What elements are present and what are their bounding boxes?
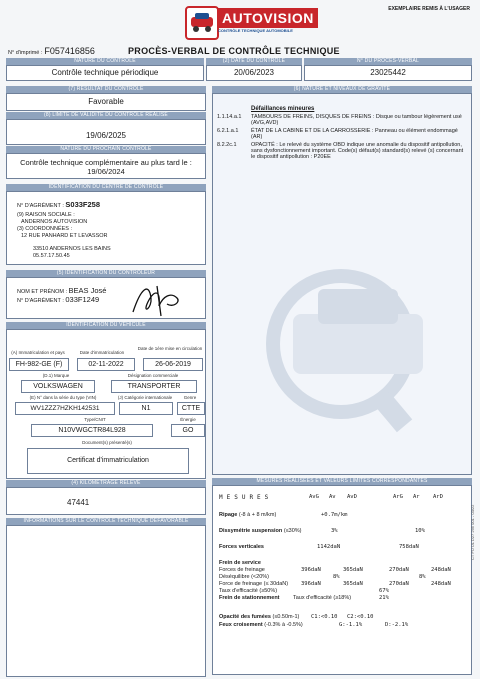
raison-value: ANDERNOS AUTOVISION: [21, 219, 88, 225]
fv-ar: 758daN: [399, 544, 419, 550]
fc-g: G:-1.1%: [339, 622, 363, 628]
side-reference: CT FU UL D27 295 001 - 03/22: [470, 504, 475, 560]
controller-body: [6, 277, 206, 319]
pv-header: N° DU PROCÈS-VERBAL: [304, 58, 472, 65]
signature-icon: [127, 278, 197, 318]
ff-label: Forces de freinage: [219, 567, 265, 573]
defect-code: 6.2.1.a.1: [217, 128, 239, 134]
nature-header: NATURE DU CONTRÔLE: [6, 58, 204, 65]
nature-block: [6, 58, 204, 81]
defect-list: [217, 114, 467, 160]
next-line-1: Contrôle technique complémentaire au plus tard le :: [20, 158, 192, 167]
next-block: [6, 146, 206, 179]
fst-value: 21%: [379, 595, 389, 601]
defect-code: 1.1.14.a.1: [217, 114, 242, 120]
measures-title: MESURES: [219, 494, 273, 501]
fc-label: Feux croisement: [219, 622, 263, 628]
center-body: [6, 191, 206, 265]
document-title: PROCÈS-VERBAL DE CONTRÔLE TECHNIQUE: [128, 46, 340, 56]
fr-avg: 396daN: [301, 581, 321, 587]
defects-block: [212, 86, 472, 475]
fc-d: D:-2.1%: [385, 622, 409, 628]
defect-text: ÉTAT DE LA CABINE ET DE LA CARROSSERIE : Panneau ou élément endommagé (AR): [251, 128, 458, 140]
date-immat-value: 02-11-2022: [77, 358, 135, 371]
measures-block: [212, 478, 472, 675]
vin-value: WV1ZZZ7HZKH142531: [15, 402, 115, 415]
model-value: TRANSPORTER: [111, 380, 197, 393]
defect-item: [217, 128, 467, 140]
defects-title: Défaillances mineures: [251, 106, 315, 112]
dissym-limit: (≤30%): [283, 528, 302, 534]
controller-header: (5) IDENTIFICATION DU CONTRÔLEUR: [6, 270, 206, 277]
des-av: 8%: [333, 574, 340, 580]
op-c1: C1:<0.10: [311, 614, 338, 620]
validity-header: (8) LIMITE DE VALIDITÉ DU CONTRÔLE RÉALISÉ: [6, 112, 206, 119]
col-avg: AvG: [309, 494, 319, 500]
km-block: [6, 480, 206, 515]
print-label: N° d'imprimé :: [8, 50, 43, 56]
op-label: Opacité des fumées: [219, 614, 271, 620]
des-ar: 8%: [419, 574, 426, 580]
ripage-value: +0.7m/km: [321, 512, 348, 518]
controller-agr-label: N° D'AGRÉMENT :: [17, 298, 64, 304]
label-energy: Énergie: [180, 417, 196, 422]
next-value: [6, 153, 206, 179]
defect-item: [217, 114, 467, 126]
defect-code: 8.2.2c.1: [217, 142, 237, 148]
center-agr: S033F258: [65, 200, 101, 209]
brand-name: AUTOVISION: [218, 8, 318, 28]
next-header: NATURE DU PROCHAIN CONTRÔLE: [6, 146, 206, 153]
col-ar: Ar: [413, 494, 420, 500]
col-ard: ArD: [433, 494, 443, 500]
vehicle-header: IDENTIFICATION DU VÉHICULE: [6, 322, 206, 329]
validity-value: 19/06/2025: [6, 119, 206, 145]
fs-title: Frein de service: [219, 560, 261, 566]
genre-value: CTTE: [177, 402, 205, 415]
center-block: [6, 184, 206, 265]
defect-text: TAMBOURS DE FREINS, DISQUES DE FREINS : Disque ou tambour légèrement usé (AVG,AVD): [251, 114, 462, 126]
ff-ard: 248daN: [431, 567, 451, 573]
label-category: (J) Catégorie internationale: [117, 395, 173, 400]
documents-value: Certificat d'immatriculation: [27, 448, 189, 474]
nature-value: Contrôle technique périodique: [6, 65, 204, 81]
dissym-label: Dissymétrie suspension: [219, 528, 283, 534]
result-header: (7) RÉSULTAT DU CONTRÔLE: [6, 86, 206, 93]
te-label: Taux d'efficacité (≥50%): [219, 588, 278, 594]
fr-arg: 270daN: [389, 581, 409, 587]
brand-value: VOLKSWAGEN: [21, 380, 95, 393]
defect-text: OPACITÉ : Le relevé du système OBD indique une anomalie du dispositif antipollution, sans dysfonctionnement important. Code(s) défaut(s) standard(s) relevé (s) concernant le dispositif antipollution : P20EE: [251, 142, 464, 160]
brand-logo: [185, 6, 325, 38]
fv-av: 1142daN: [317, 544, 341, 550]
fc-limit: (-0.3% à -0.5%): [264, 622, 303, 628]
ff-avg: 396daN: [301, 567, 321, 573]
measures-body: [212, 485, 472, 675]
info-block: [6, 518, 206, 677]
vehicle-body: [6, 329, 206, 479]
date-value: 20/06/2023: [206, 65, 302, 81]
address-line-2: 33510 ANDERNOS LES BAINS: [33, 246, 111, 252]
des-label: Déséquilibre (<20%): [219, 574, 269, 580]
km-header: (4) KILOMÉTRAGE RELEVÉ: [6, 480, 206, 487]
info-body: [6, 525, 206, 677]
op-limit: (≤0.50m-1): [272, 614, 300, 620]
result-block: [6, 86, 206, 111]
watermark-car-icon: [263, 244, 453, 434]
center-header: IDENTIFICATION DU CENTRE DE CONTRÔLE: [6, 184, 206, 191]
fr-label: Force de freinage (≤ 30daN): [219, 581, 289, 587]
defect-item: [217, 142, 467, 160]
label-type: Type/CNIT: [84, 417, 106, 422]
immat-value: FH-982-GE (F): [9, 358, 69, 371]
coord-label: (3) COORDONNÉES :: [17, 226, 73, 232]
date-header: (2) DATE DU CONTRÔLE: [206, 58, 302, 65]
raison-label: (9) RAISON SOCIALE :: [17, 212, 75, 218]
fst-label: Frein de stationnement: [219, 595, 280, 601]
print-number: F057416856: [44, 46, 95, 56]
validity-block: [6, 112, 206, 145]
ff-arg: 270daN: [389, 567, 409, 573]
label-model: Désignation commerciale: [127, 373, 179, 378]
label-genre: Genre: [183, 395, 197, 400]
controller-agr: 033F1249: [65, 295, 100, 304]
category-value: N1: [119, 402, 173, 415]
phone: 05.57.17.50.45: [33, 253, 70, 259]
address-line-1: 12 RUE PANHARD ET LEVASSOR: [21, 233, 108, 239]
first-circulation-value: 26-06-2019: [143, 358, 203, 371]
label-documents: Document(s) présenté(s): [82, 440, 132, 445]
type-value: N10VWGCTR84L928: [31, 424, 153, 437]
controller-block: [6, 270, 206, 319]
fst-sub: Taux d'efficacité (≥18%): [293, 595, 352, 601]
brand-subtitle: CONTRÔLE TECHNIQUE AUTOMOBILE: [218, 28, 293, 33]
label-brand: (D.1) Marque: [42, 373, 70, 378]
result-value: Favorable: [6, 93, 206, 111]
col-av: Av: [329, 494, 336, 500]
measures-header: MESURES RÉALISÉES ET VALEURS LIMITES CORRESPONDANTES: [212, 478, 472, 485]
col-arg: ArG: [393, 494, 403, 500]
te-value: 67%: [379, 588, 389, 594]
info-header: INFORMATIONS SUR LE CONTRÔLE TECHNIQUE DÉFAVORABLE: [6, 518, 206, 525]
next-line-2: 19/06/2024: [87, 167, 125, 176]
label-vin: (E) N° dans la série du type (VIN): [29, 395, 97, 400]
energy-value: GO: [171, 424, 205, 437]
pv-value: 23025442: [304, 65, 472, 81]
controller-name: BEAS José: [68, 286, 107, 295]
car-logo-icon: [185, 6, 219, 40]
fr-ard: 248daN: [431, 581, 451, 587]
vehicle-block: [6, 322, 206, 479]
center-agr-label: N° D'AGRÉMENT :: [17, 203, 64, 209]
fv-label: Forces verticales: [219, 544, 264, 550]
op-c2: C2:<0.10: [347, 614, 374, 620]
defects-header: (6) NATURE ET NIVEAUX DE GRAVITÉ: [212, 86, 472, 93]
ripage-label: Ripage: [219, 512, 238, 518]
col-avd: AvD: [347, 494, 357, 500]
label-date-immat: Date d'immatriculation: [79, 350, 125, 355]
dissym-ar: 10%: [415, 528, 425, 534]
date-block: [206, 58, 302, 81]
ripage-limit: (-8 à + 8 m/km): [238, 512, 277, 518]
fr-avd: 365daN: [343, 581, 363, 587]
controller-name-label: NOM ET PRÉNOM :: [17, 289, 68, 295]
ff-avd: 365daN: [343, 567, 363, 573]
label-first-circulation: Date de 1ère mise en circulation: [137, 346, 203, 351]
print-number-row: [8, 46, 95, 56]
dissym-av: 3%: [331, 528, 338, 534]
km-value: 47441: [67, 498, 90, 507]
pv-block: [304, 58, 472, 81]
km-body: [6, 487, 206, 515]
label-immat: (A) Immatriculation et pays: [11, 350, 65, 355]
defects-body: [212, 93, 472, 475]
copy-type: EXEMPLAIRE REMIS À L'USAGER: [388, 6, 470, 12]
